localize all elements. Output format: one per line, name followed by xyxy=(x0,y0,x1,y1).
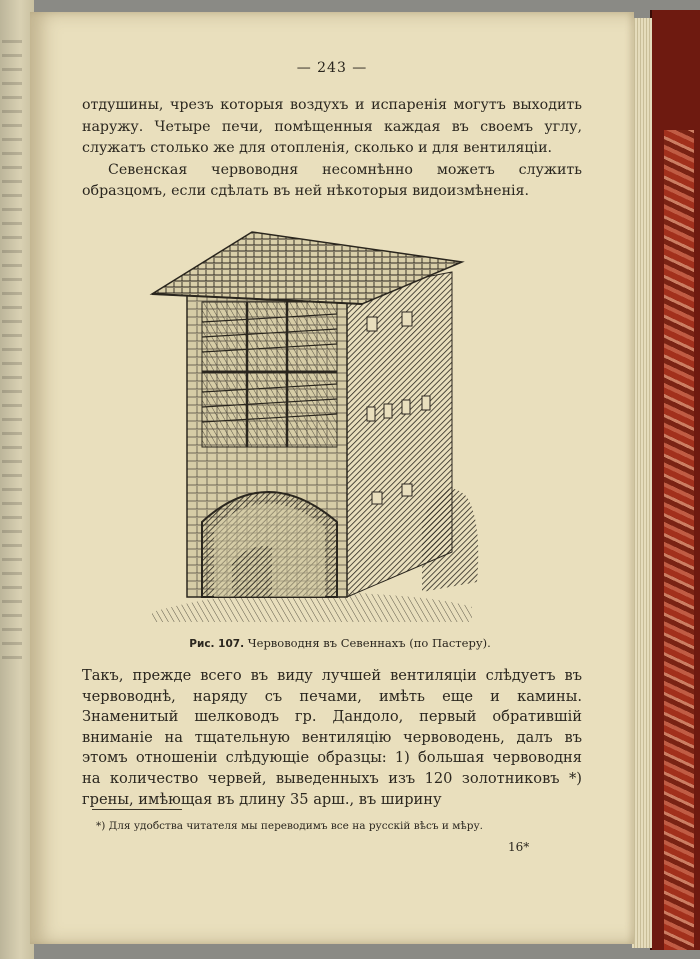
signature-mark: 16* xyxy=(508,840,530,854)
figure-caption-text: Червоводня въ Севеннахъ (по Пастеру). xyxy=(247,636,491,650)
footnote: *) Для удобства читателя мы переводимъ все на русскій вѣсъ и мѣру. xyxy=(96,820,483,832)
page-number: — 243 — xyxy=(296,60,368,76)
illustration-sericulture-house xyxy=(122,222,492,632)
book-cover xyxy=(650,10,700,950)
paragraph-1: отдушины, чрезъ которыя воздухъ и испаренія могутъ выходить наружу. Четыре печи, помѣщенныя каждая въ своемъ углу, служатъ столько же для отопленія, сколько и для вентиляціи. xyxy=(82,97,582,156)
marbled-cover-pattern xyxy=(664,130,694,950)
main-paragraph xyxy=(82,666,582,810)
figure-label: Рис. 107. xyxy=(189,638,245,650)
paragraph-2: Севенская червоводня несомнѣнно можетъ служить образцомъ, если сдѣлать въ ней нѣкоторыя видоизмѣненія. xyxy=(82,161,582,199)
figure-caption xyxy=(130,636,550,650)
book-page xyxy=(30,12,634,944)
page-edges xyxy=(632,18,652,948)
paragraph-3: Такъ, прежде всего въ виду лучшей вентиляціи слѣдуетъ въ червоводнѣ, наряду съ печами, имѣть еще и камины. Знаменитый шелководъ гр. Дандоло, первый обратившій вниманіе на тщательную вентиляцію червоводень, далъ въ этомъ отношеніи слѣдующіе образцы: 1) большая червоводня на количество червей, выведенныхъ изъ 120 золотниковъ *) грены, имѣющая въ длину 35 арш., въ ширину xyxy=(82,667,582,808)
left-page-edge xyxy=(0,0,34,959)
footnote-rule xyxy=(92,809,182,810)
left-page-text-fragment xyxy=(2,40,22,660)
intro-paragraphs xyxy=(82,95,582,203)
